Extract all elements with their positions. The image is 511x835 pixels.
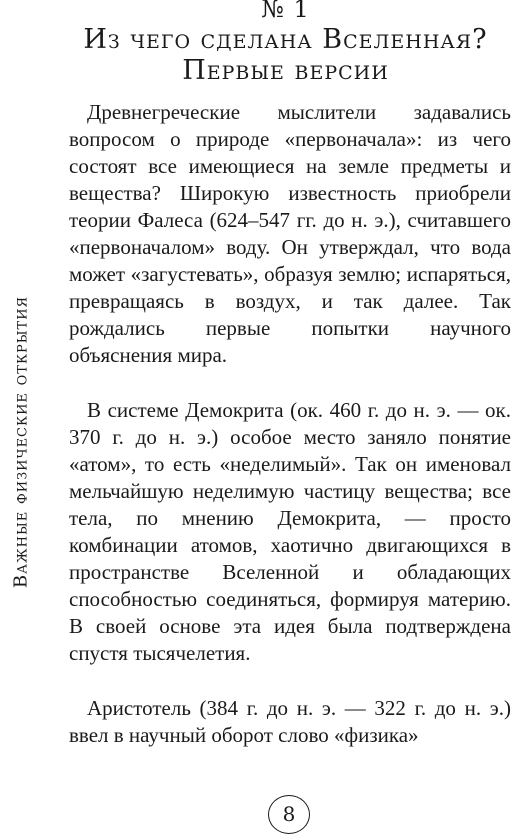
chapter-title-line-2: Первые версии [182, 55, 389, 86]
paragraph-2: В системе Демокрита (ок. 460 г. до н. э. — ок. 370 г. до н. э.) особое место заняло понятие «атом», то есть «неделимый». Так он именовал мельчайшую неделимую частицу вещества; все тела, по мнению Демокрита, — просто комбинации атомов, хаотично двигающихся в пространстве Вселенной и обладающих способностью соединяться, формируя материю. В своей основе эта идея была подтверждена спустя тысячелетия. [69, 398, 511, 665]
body-text [69, 99, 511, 777]
chapter-title-line-1: Из чего сделана Вселенная? [83, 24, 488, 55]
paragraph-3: Аристотель (384 г. до н. э. — 322 г. до н. э.) ввел в научный оборот слово «физика» [69, 696, 511, 747]
chapter-heading [60, 0, 511, 86]
chapter-number: № 1 [261, 0, 310, 23]
running-head-text: Важные физические открытия [10, 295, 32, 589]
page-number: 8 [268, 795, 310, 834]
paragraph-1: Древнегреческие мыслители задавались вопросом о природе «первоначала»: из чего состоят все имеющиеся на земле предметы и вещества? Широкую известность приобрели теории Фалеса (624–547 гг. до н. э.), считавшего «первоначалом» воду. Он утверждал, что вода может «загустевать», образуя землю; испаряться, превращаясь в воздух, и так далее. Так рождались первые попытки научного объяснения мира. [69, 100, 511, 367]
